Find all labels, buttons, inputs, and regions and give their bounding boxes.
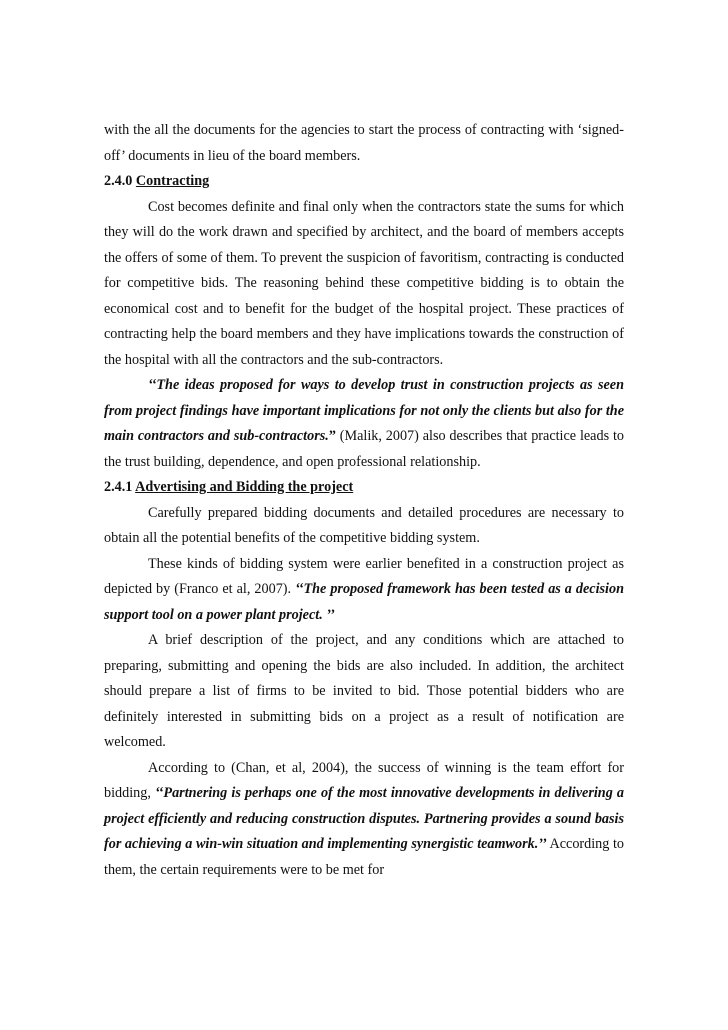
paragraph-continuation: with the all the documents for the agencies to start the process of contracting with ‘signed-off’ documents in lieu of the board members.	[104, 122, 624, 164]
paragraph-cost: Cost becomes definite and final only when the contractors state the sums for which they will do the work drawn and specified by architect, and the board of members accepts the offers of some of them. To prevent the suspicion of favoritism, contracting is conducted for competitive bids. The reasoning behind these competitive bidding is to obtain the economical cost and to benefit for the budget of the hospital project. These practices of contracting help the board members and they have implications towards the construction of the hospital with all the contractors and the sub-contractors.	[104, 198, 624, 368]
paragraph-bidding-documents: Carefully prepared bidding documents and detailed procedures are necessary to obtain all the potential benefits of the competitive bidding system.	[104, 504, 624, 546]
paragraph-franco-quote	[104, 552, 624, 629]
paragraph-text: According to them, the certain requirements were to be met for	[104, 836, 624, 878]
section-number: 2.4.1	[104, 479, 136, 495]
paragraph-text: (Malik, 2007) also describes that practice leads to the trust building, dependence, and open professional relationship.	[104, 428, 624, 470]
section-title: Contracting	[135, 173, 210, 189]
section-heading-contracting	[104, 169, 624, 195]
quote-text: ‘‘The ideas proposed for ways to develop trust in construction projects as seen from project findings have important implications for not only the clients but also for the main contractors and sub-contractors.	[104, 377, 624, 444]
paragraph-text: These kinds of bidding system were earlier benefited in a construction project as depicted by (Franco et al, 2007).	[104, 555, 624, 597]
section-number: 2.4.0	[104, 173, 136, 189]
section-title: Advertising and Bidding the project	[135, 479, 354, 495]
paragraph-project-description: A brief description of the project, and any conditions which are attached to preparing, submitting and opening the bids are also included. In addition, the architect should prepare a list of firms to be invited to bid. Those potential bidders who are definitely interested in submitting bids on a project as a result of notification are welcomed.	[104, 632, 624, 750]
section-heading-advertising	[104, 475, 624, 501]
document-page	[104, 118, 624, 883]
paragraph-text: According to (Chan, et al, 2004), the success of winning is the team effort for bidding,	[104, 759, 624, 801]
paragraph-chan-quote	[104, 756, 624, 884]
quote-text: ‘‘The proposed framework has been tested as a decision support tool on a power plant project. ’’	[104, 581, 624, 623]
paragraph-malik-quote	[104, 373, 624, 475]
quote-text: ‘‘Partnering is perhaps one of the most innovative developments in delivering a project efficiently and reducing construction disputes. Partnering provides a sound basis for achieving a win-win situation and implementing synergistic teamwork.’’	[104, 785, 624, 852]
quote-close: ”	[328, 428, 336, 444]
